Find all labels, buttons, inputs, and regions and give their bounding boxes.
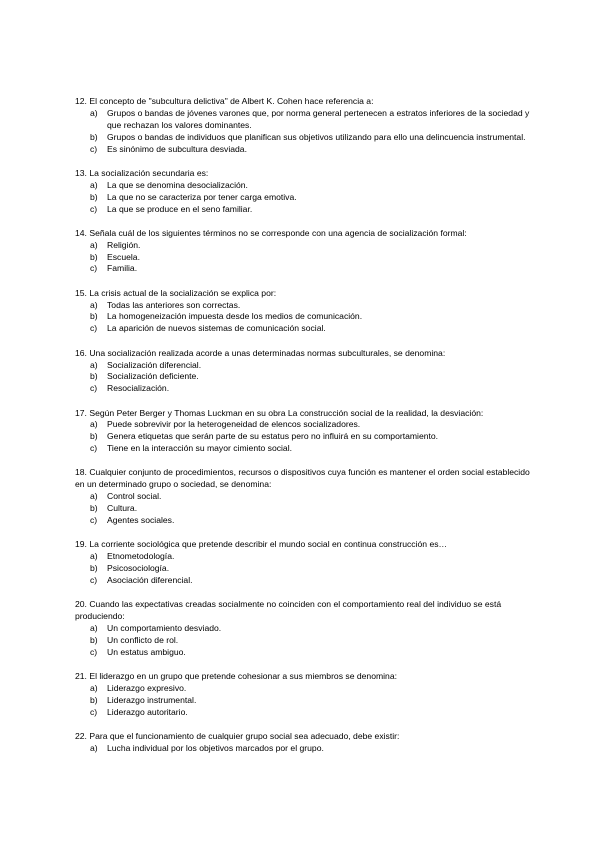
option-list — [75, 180, 535, 216]
option-text: Tiene en la interacción su mayor cimiento social. — [107, 443, 293, 454]
answer-option — [75, 419, 535, 431]
option-list — [75, 419, 535, 455]
option-text: Genera etiquetas que serán parte de su estatus pero no influirá en su comportamiento. — [107, 431, 439, 442]
answer-option — [75, 108, 535, 132]
answer-option — [75, 323, 535, 335]
question-stem: 12. El concepto de "subcultura delictiva" de Albert K. Cohen hace referencia a: — [75, 96, 374, 106]
option-letter: a) — [90, 682, 98, 693]
option-letter: a) — [90, 239, 98, 250]
option-letter: b) — [90, 371, 98, 382]
option-letter: c) — [90, 706, 98, 717]
option-letter: b) — [90, 251, 98, 262]
answer-option — [75, 443, 535, 455]
question-stem: 16. Una socialización realizada acorde a unas determinadas normas subculturales, se denomina: — [75, 347, 446, 358]
question-stem: 14. Señala cuál de los siguientes términos no se corresponde con una agencia de socialización formal: — [75, 227, 467, 238]
option-list — [75, 108, 535, 156]
option-letter: a) — [90, 107, 98, 118]
answer-option — [75, 575, 535, 587]
question-stem: 19. La corriente sociológica que pretende describir el mundo social en continua construcción es… — [75, 539, 448, 550]
option-text: Socialización diferencial. — [107, 359, 202, 370]
option-letter: a) — [90, 299, 98, 310]
option-text: La homogeneización impuesta desde los medios de comunicación. — [107, 311, 363, 322]
answer-option — [75, 491, 535, 503]
option-letter: b) — [90, 634, 98, 645]
option-letter: c) — [90, 263, 98, 274]
option-text: La aparición de nuevos sistemas de comunicación social. — [107, 323, 326, 334]
answer-option — [75, 503, 535, 515]
option-letter: c) — [90, 574, 98, 585]
option-list — [75, 300, 535, 336]
answer-option — [75, 647, 535, 659]
answer-option — [75, 431, 535, 443]
option-letter: c) — [90, 203, 98, 214]
option-text: Lucha individual por los objetivos marcados por el grupo. — [107, 742, 324, 753]
option-text: La que no se caracteriza por tener carga emotiva. — [107, 191, 297, 202]
question-block — [75, 731, 535, 755]
question-stem: 17. Según Peter Berger y Thomas Luckman en su obra La construcción social de la realidad, la desviación: — [75, 407, 484, 418]
option-list — [75, 551, 535, 587]
option-letter: b) — [90, 311, 98, 322]
question-block — [75, 96, 535, 156]
question-block — [75, 168, 535, 216]
answer-option — [75, 311, 535, 323]
answer-option — [75, 707, 535, 719]
question-block — [75, 348, 535, 396]
option-letter: b) — [90, 694, 98, 705]
option-letter: a) — [90, 623, 98, 633]
answer-option — [75, 695, 535, 707]
question-stem: 22. Para que el funcionamiento de cualquier grupo social sea adecuado, debe existir: — [75, 730, 400, 741]
question-stem: 15. La crisis actual de la socialización se explica por: — [75, 287, 277, 298]
option-text: Religión. — [107, 239, 141, 250]
option-text: Grupos o bandas de individuos que planifican sus objetivos utilizando para ello una delincuencia instrumental. — [107, 131, 526, 142]
option-list — [75, 743, 535, 755]
option-text: La que se denomina desocialización. — [107, 179, 248, 190]
option-letter: c) — [90, 323, 98, 334]
option-text: Liderazgo expresivo. — [107, 682, 187, 693]
option-letter: a) — [90, 742, 98, 753]
option-text: Asociación diferencial. — [107, 574, 193, 585]
option-letter: b) — [90, 131, 98, 142]
option-letter: b) — [90, 503, 98, 514]
option-letter: c) — [90, 646, 98, 657]
option-text: Liderazgo instrumental. — [107, 694, 197, 705]
answer-option — [75, 563, 535, 575]
answer-option — [75, 623, 535, 635]
question-block — [75, 539, 535, 587]
option-list — [75, 360, 535, 396]
answer-option — [75, 743, 535, 755]
option-text: Un estatus ambiguo. — [107, 646, 186, 657]
option-letter: b) — [90, 563, 98, 574]
question-block — [75, 467, 535, 527]
question-block — [75, 599, 535, 659]
question-stem: 13. La socialización secundaria es: — [75, 167, 209, 178]
question-block — [75, 408, 535, 456]
question-stem: 18. Cualquier conjunto de procedimientos, recursos o dispositivos cuya función es mantener el orden social establecido en un determinado grupo o sociedad, se denomina: — [75, 467, 530, 490]
option-text: La que se produce en el seno familiar. — [107, 203, 253, 214]
answer-option — [75, 144, 535, 156]
option-text: Psicosociología. — [107, 563, 170, 574]
question-block — [75, 288, 535, 336]
option-list — [75, 623, 535, 659]
answer-option — [75, 192, 535, 204]
option-text: Un conflicto de rol. — [107, 634, 179, 645]
question-block — [75, 228, 535, 276]
answer-option — [75, 263, 535, 275]
option-letter: a) — [90, 179, 98, 190]
answer-option — [75, 132, 535, 144]
option-letter: a) — [90, 419, 98, 430]
answer-option — [75, 515, 535, 527]
option-list — [75, 240, 535, 276]
option-letter: a) — [90, 551, 98, 562]
option-list — [75, 491, 535, 527]
option-text: Grupos o bandas de jóvenes varones que, por norma general pertenecen a estratos inferiores de la sociedad y que rechazan los valores dominantes. — [107, 107, 530, 130]
option-text: Liderazgo autoritario. — [107, 706, 188, 717]
option-text: Puede sobrevivir por la heterogeneidad de elencos socializadores. — [107, 419, 361, 430]
answer-option — [75, 240, 535, 252]
answer-option — [75, 635, 535, 647]
option-text: Socialización deficiente. — [107, 371, 199, 382]
answer-option — [75, 252, 535, 264]
answer-option — [75, 180, 535, 192]
answer-option — [75, 383, 535, 395]
question-list — [75, 96, 535, 767]
answer-option — [75, 551, 535, 563]
answer-option — [75, 683, 535, 695]
option-text: Agentes sociales. — [107, 515, 175, 526]
answer-option — [75, 371, 535, 383]
option-letter: b) — [90, 431, 98, 442]
question-block — [75, 671, 535, 719]
option-text: Etnometodología. — [107, 551, 175, 562]
option-text: Un comportamiento desviado. — [107, 623, 222, 633]
option-text: Cultura. — [107, 503, 138, 514]
option-letter: c) — [90, 143, 98, 154]
option-letter: a) — [90, 491, 98, 502]
answer-option — [75, 300, 535, 312]
option-text: Control social. — [107, 491, 162, 502]
option-letter: c) — [90, 383, 98, 394]
option-list — [75, 683, 535, 719]
option-text: Escuela. — [107, 251, 140, 262]
option-letter: b) — [90, 191, 98, 202]
option-text: Resocialización. — [107, 383, 170, 394]
question-stem: 20. Cuando las expectativas creadas socialmente no coinciden con el comportamiento real del individuo se está produciendo: — [75, 599, 502, 622]
answer-option — [75, 360, 535, 372]
option-text: Es sinónimo de subcultura desviada. — [107, 143, 247, 154]
option-text: Todas las anteriores son correctas. — [107, 299, 241, 310]
option-letter: a) — [90, 359, 98, 370]
option-letter: c) — [90, 443, 98, 454]
option-text: Familia. — [107, 263, 138, 274]
option-letter: c) — [90, 515, 98, 526]
question-stem: 21. El liderazgo en un grupo que pretende cohesionar a sus miembros se denomina: — [75, 671, 397, 682]
answer-option — [75, 204, 535, 216]
